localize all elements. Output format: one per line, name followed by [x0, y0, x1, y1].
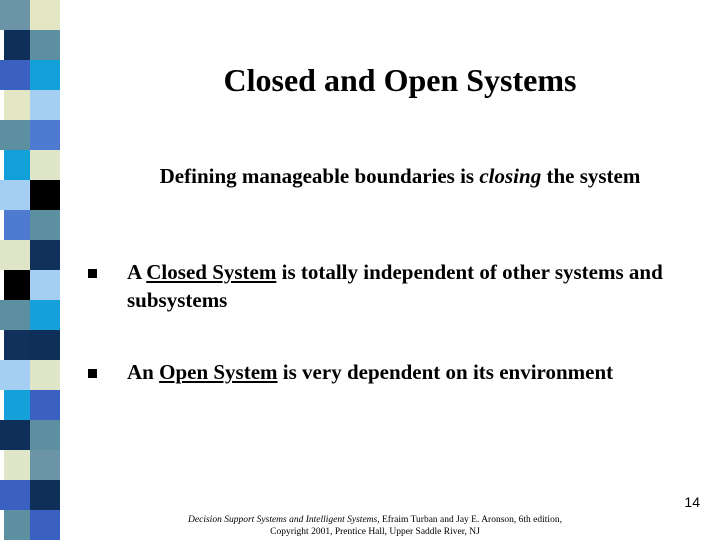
footer-citation	[150, 514, 600, 538]
strip-block-1	[4, 30, 30, 60]
strip-block-inner-7	[30, 210, 60, 240]
strip-block-10	[0, 300, 30, 330]
strip-block-inner-6	[30, 180, 60, 210]
bullet-text	[127, 258, 707, 314]
strip-block-13	[4, 390, 30, 420]
subtitle-text-before: Defining manageable boundaries is	[159, 164, 480, 188]
bullet-square-icon	[88, 269, 97, 278]
strip-block-2	[0, 60, 30, 90]
footer-line-2: Copyright 2001, Prentice Hall, Upper Saddle River, NJ	[270, 527, 480, 537]
strip-block-inner-0	[30, 0, 60, 30]
strip-block-15	[4, 450, 30, 480]
footer-line-1	[150, 514, 600, 526]
subtitle-emphasis: closing	[479, 164, 542, 188]
footer-authors: , Efraim Turban and Jay E. Aronson, 6th edition,	[377, 515, 562, 525]
strip-block-9	[4, 270, 30, 300]
strip-block-4	[0, 120, 30, 150]
strip-block-inner-4	[30, 120, 60, 150]
strip-block-17	[4, 510, 30, 540]
strip-block-inner-9	[30, 270, 60, 300]
bullet-text	[127, 358, 707, 386]
strip-block-inner-14	[30, 420, 60, 450]
strip-block-12	[0, 360, 30, 390]
footer-book-title: Decision Support Systems and Intelligent Systems	[188, 515, 378, 525]
strip-block-8	[0, 240, 30, 270]
strip-block-inner-13	[30, 390, 60, 420]
slide-subtitle	[100, 164, 700, 189]
strip-block-6	[0, 180, 30, 210]
strip-block-inner-11	[30, 330, 60, 360]
strip-block-7	[4, 210, 30, 240]
strip-block-inner-1	[30, 30, 60, 60]
subtitle-text-after: the system	[541, 164, 641, 188]
decorative-strip	[0, 0, 72, 540]
strip-block-inner-10	[30, 300, 60, 330]
bullet-term: Open System	[159, 360, 278, 384]
slide-title: Closed and Open Systems	[223, 62, 577, 98]
strip-block-11	[4, 330, 30, 360]
strip-block-5	[4, 150, 30, 180]
decorative-blocks	[0, 0, 72, 540]
bullet-prefix: An	[127, 360, 160, 384]
strip-block-inner-17	[30, 510, 60, 540]
strip-block-inner-8	[30, 240, 60, 270]
bullet-term: Closed System	[146, 260, 277, 284]
strip-block-inner-16	[30, 480, 60, 510]
strip-block-14	[0, 420, 30, 450]
strip-block-inner-12	[30, 360, 60, 390]
strip-block-inner-2	[30, 60, 60, 90]
strip-block-16	[0, 480, 30, 510]
bullet-prefix: A	[127, 260, 147, 284]
strip-block-inner-3	[30, 90, 60, 120]
strip-block-inner-15	[30, 450, 60, 480]
strip-block-inner-5	[30, 150, 60, 180]
bullet-rest: is totally independent of other systems and subsystems	[127, 260, 663, 312]
bullet-square-icon	[88, 369, 97, 378]
page-number: 14	[684, 494, 700, 510]
bullet-rest: is very dependent on its environment	[277, 360, 614, 384]
strip-block-0	[0, 0, 30, 30]
strip-block-3	[4, 90, 30, 120]
